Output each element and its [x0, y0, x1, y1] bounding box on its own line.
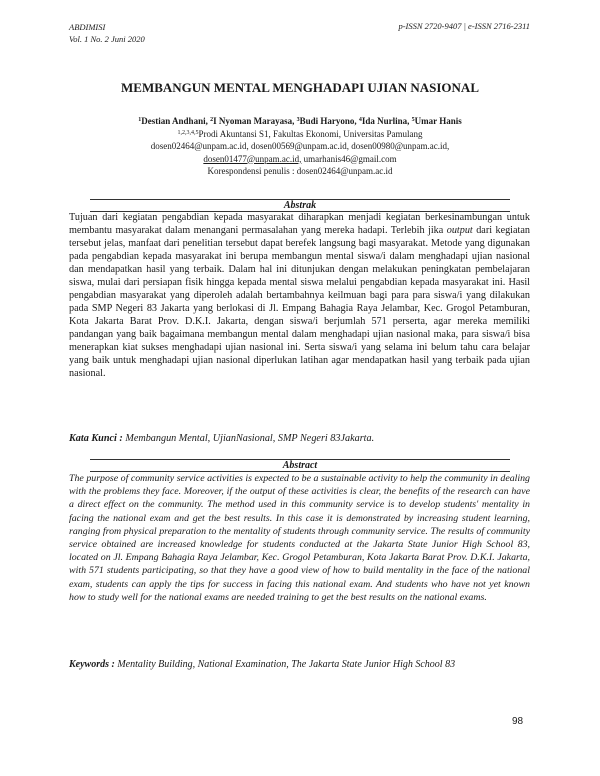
keywords — [69, 659, 530, 670]
abstrak-text: Tujuan dari kegiatan pengabdian kepada masyarakat diharapkan menjadi kegiatan berkesinambungan untuk membantu masyarakat dalam menangani permasalahan yang mereka hadapi. Terlebih jika — [69, 212, 530, 236]
affiliation-sup: 1,2,3,4,5 — [177, 129, 199, 136]
affiliation-text: Prodi Akuntansi S1, Fakultas Ekonomi, Universitas Pamulang — [198, 128, 423, 139]
article-title: MEMBANGUN MENTAL MENGHADAPI UJIAN NASIONAL — [121, 80, 479, 95]
author-name: Umar Hanis — [414, 116, 462, 126]
abstrak-italic-term: output — [446, 225, 473, 236]
running-header-left — [69, 21, 145, 45]
author-sup: 1 — [138, 117, 142, 123]
kata-kunci-label: Kata Kunci : — [69, 433, 123, 444]
abstrak-body — [69, 211, 530, 380]
abstract-body: The purpose of community service activities is expected to be a sustainable activity to help the community in dealing with the problems they face. Moreover, if the output of these activities is clear, the benefits of the research can have a direct effect on the community. The method used in this community service is to develop students' mentality in facing the national exam and get the best results. In this case it is demonstrated by increasing student learning, ranging from physical preparation to the mentality of students through community service. The results of community service obtained are increased knowledge for students conducted at the Jakarta State Junior High School 83, located on Jl. Empang Bahagia Raya Jelambar, Kec. Grogol Petamburan, Kota Jakarta Barat Prov. D.K.I. Jakarta, with 571 students participating, so that they have a good view of how to build mentality in the face of the national exam, students can apply the tips for success in facing this national exam. And students who have not yet known how to study well for the national exams are needed training to get the best results on the national exams. — [69, 473, 530, 603]
keywords-value: Mentality Building, National Examination, The Jakarta State Junior High School 83 — [114, 659, 456, 670]
kata-kunci — [69, 433, 530, 444]
abstract-heading: Abstract — [282, 460, 318, 471]
author-sup: 4 — [358, 117, 362, 123]
author-sup: 5 — [411, 117, 415, 123]
page-number: 98 — [512, 716, 524, 727]
author-sup: 2 — [210, 117, 214, 123]
journal-name: ABDIMISI — [69, 22, 106, 32]
abstrak-heading: Abstrak — [283, 200, 317, 211]
author-affiliation — [0, 128, 600, 141]
author-emails-line1[interactable]: dosen02464@unpam.ac.id, dosen00569@unpam.ac.id, dosen00980@unpam.ac.id, — [150, 141, 450, 151]
keywords-label: Keywords : — [69, 659, 115, 670]
journal-volume: Vol. 1 No. 2 Juni 2020 — [69, 34, 145, 44]
author-names — [0, 115, 600, 128]
kata-kunci-value: Membangun Mental, UjianNasional, SMP Negeri 83Jakarta. — [122, 433, 375, 444]
author-block — [0, 115, 600, 178]
issn-header: p-ISSN 2720-9407 | e-ISSN 2716-2311 — [398, 21, 530, 31]
email-text[interactable]: umarhanis46@gmail.com — [301, 153, 397, 164]
author-sup: 3 — [296, 117, 300, 123]
abstrak-text: dari kegiatan tersebut jelas, manfaat dari penelitian tersebut dapat berefek langsung bagi masyarakat. Metode yang digunakan pada pengabdian kepada masyarakat ini berupa membangun mental siswa/i dalam menghadapi ujian nasional dan mendapatkan hasil yang terbaik. Dalam hal ini ditunjukan dengan melakukan peningkatan pembelajaran siswa, mulai dari persiapan fisik hingga kepada mental siswa melalui pengabdian kepada masyarakat ini. Hasil pengabdian masyarakat yang diperoleh adalah bertambahnya keilmuan bagi para para siswa/i yang dilakukan pada SMP Negeri 83 Jakarta yang berlokasi di Jl. Empang Bahagia Raya Jelambar, Kec. Grogol Petamburan, Kota Jakarta Barat Prov. D.K.I. Jakarta, dengan siswa/i berjumlah 571 perserta, agar mereka memiliki pandangan yang baik bagaimana membangun mental dalam menghadapi ujian nasional maka, para siswa/i bisa menerapkan kiat sukses menghadapi ujian nasional ini. Serta siswa/i yang selama ini belum tahu cara belajar yang baik untuk menghadapi ujian nasional diperlukan latihan agar mendapatkan hasil yang terbaik pada ujian nasional. — [69, 225, 530, 379]
correspondence[interactable]: Korespondensi penulis : dosen02464@unpam.ac.id — [207, 166, 393, 176]
author-name: Budi Haryono, — [299, 116, 357, 126]
author-name: I Nyoman Marayasa, — [213, 116, 295, 126]
email-link[interactable]: dosen01477@unpam.ac.id, — [203, 153, 302, 164]
author-name: Destian Andhani, — [141, 116, 208, 126]
author-emails-line2 — [0, 153, 600, 166]
author-name: Ida Nurlina, — [361, 116, 410, 126]
